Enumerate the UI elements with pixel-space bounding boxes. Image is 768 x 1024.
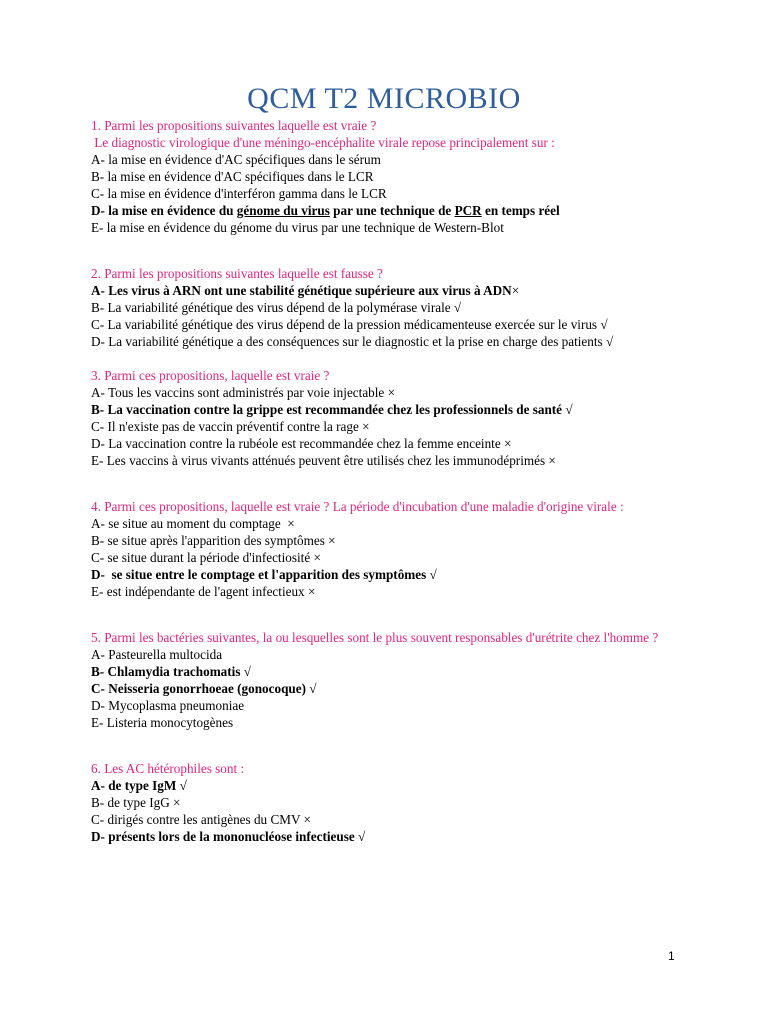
question-4-prompt: 4. Parmi ces propositions, laquelle est vraie ? La période d'incubation d'une maladie d'origine virale : [91, 499, 624, 514]
question-4-option-b: B- se situe après l'apparition des symptômes × [91, 533, 336, 548]
question-3-option-d: D- La vaccination contre la rubéole est recommandée chez la femme enceinte × [91, 436, 512, 451]
question-4-option-a: A- se situe au moment du comptage × [91, 516, 295, 531]
question-1-option-d [91, 202, 691, 219]
question-4-option-d: D- se situe entre le comptage et l'apparition des symptômes √ [91, 567, 437, 582]
question-1-option-a: A- la mise en évidence d'AC spécifiques dans le sérum [91, 152, 381, 167]
question-2 [91, 265, 691, 350]
question-4-option-c: C- se situe durant la période d'infectiosité × [91, 550, 321, 565]
question-5-option-c: C- Neisseria gonorrhoeae (gonocoque) √ [91, 681, 317, 696]
question-6-option-b: B- de type IgG × [91, 795, 181, 810]
question-5-option-b: B- Chlamydia trachomatis √ [91, 664, 251, 679]
question-4 [91, 498, 691, 600]
question-3 [91, 367, 691, 469]
cross-mark: × [511, 283, 520, 298]
question-2-option-a [91, 282, 691, 299]
question-1 [91, 117, 691, 236]
page-number: 1 [668, 949, 675, 963]
question-5-option-d: D- Mycoplasma pneumoniae [91, 698, 245, 713]
question-2-option-d: D- La variabilité génétique a des conséquences sur le diagnostic et la prise en charge des patients √ [91, 334, 614, 349]
question-1-option-e: E- la mise en évidence du génome du virus par une technique de Western-Blot [91, 220, 504, 235]
option-a-text: A- Les virus à ARN ont une stabilité génétique supérieure aux virus à ADN [91, 283, 512, 298]
qcm-content [91, 117, 691, 845]
spacer [91, 600, 691, 629]
question-1-option-c: C- la mise en évidence d'interféron gamma dans le LCR [91, 186, 387, 201]
question-6-option-d: D- présents lors de la mononucléose infectieuse √ [91, 829, 366, 844]
question-2-option-c: C- La variabilité génétique des virus dépend de la pression médicamenteuse exercée sur le virus √ [91, 317, 608, 332]
question-6-prompt: 6. Les AC hétérophiles sont : [91, 761, 245, 776]
question-1-prompt: 1. Parmi les propositions suivantes laquelle est vraie ? [91, 118, 377, 133]
option-d-text-middle: par une technique de [329, 203, 455, 218]
option-d-underlined-genome: génome du virus [236, 203, 330, 218]
spacer [91, 731, 691, 760]
spacer [91, 469, 691, 498]
question-2-prompt: 2. Parmi les propositions suivantes laquelle est fausse ? [91, 266, 383, 281]
question-3-option-b: B- La vaccination contre la grippe est recommandée chez les professionnels de santé √ [91, 402, 573, 417]
question-1-prompt-detail: Le diagnostic virologique d'une méningo-encéphalite virale repose principalement sur : [91, 135, 555, 150]
option-d-text-end: en temps réel [481, 203, 560, 218]
question-2-option-b: B- La variabilité génétique des virus dépend de la polymérase virale √ [91, 300, 462, 315]
question-3-option-a: A- Tous les vaccins sont administrés par voie injectable × [91, 385, 396, 400]
spacer [91, 350, 691, 367]
question-3-option-e: E- Les vaccins à virus vivants atténués peuvent être utilisés chez les immunodéprimés × [91, 453, 556, 468]
question-5-prompt: 5. Parmi les bactéries suivantes, la ou lesquelles sont le plus souvent responsables d'urétrite chez l'homme ? [91, 630, 659, 645]
option-d-text-start: D- la mise en évidence du [91, 203, 237, 218]
question-5 [91, 629, 691, 731]
option-d-underlined-pcr: PCR [454, 203, 482, 218]
question-1-option-b: B- la mise en évidence d'AC spécifiques dans le LCR [91, 169, 374, 184]
question-6-option-a: A- de type IgM √ [91, 778, 187, 793]
question-5-option-e: E- Listeria monocytogènes [91, 715, 234, 730]
spacer [91, 236, 691, 265]
question-6 [91, 760, 691, 845]
question-3-option-c: C- Il n'existe pas de vaccin préventif contre la rage × [91, 419, 370, 434]
question-3-prompt: 3. Parmi ces propositions, laquelle est vraie ? [91, 368, 330, 383]
question-5-option-a: A- Pasteurella multocida [91, 647, 223, 662]
question-6-option-c: C- dirigés contre les antigènes du CMV × [91, 812, 311, 827]
question-4-option-e: E- est indépendante de l'agent infectieux × [91, 584, 316, 599]
document-title: QCM T2 MICROBIO [247, 82, 521, 115]
